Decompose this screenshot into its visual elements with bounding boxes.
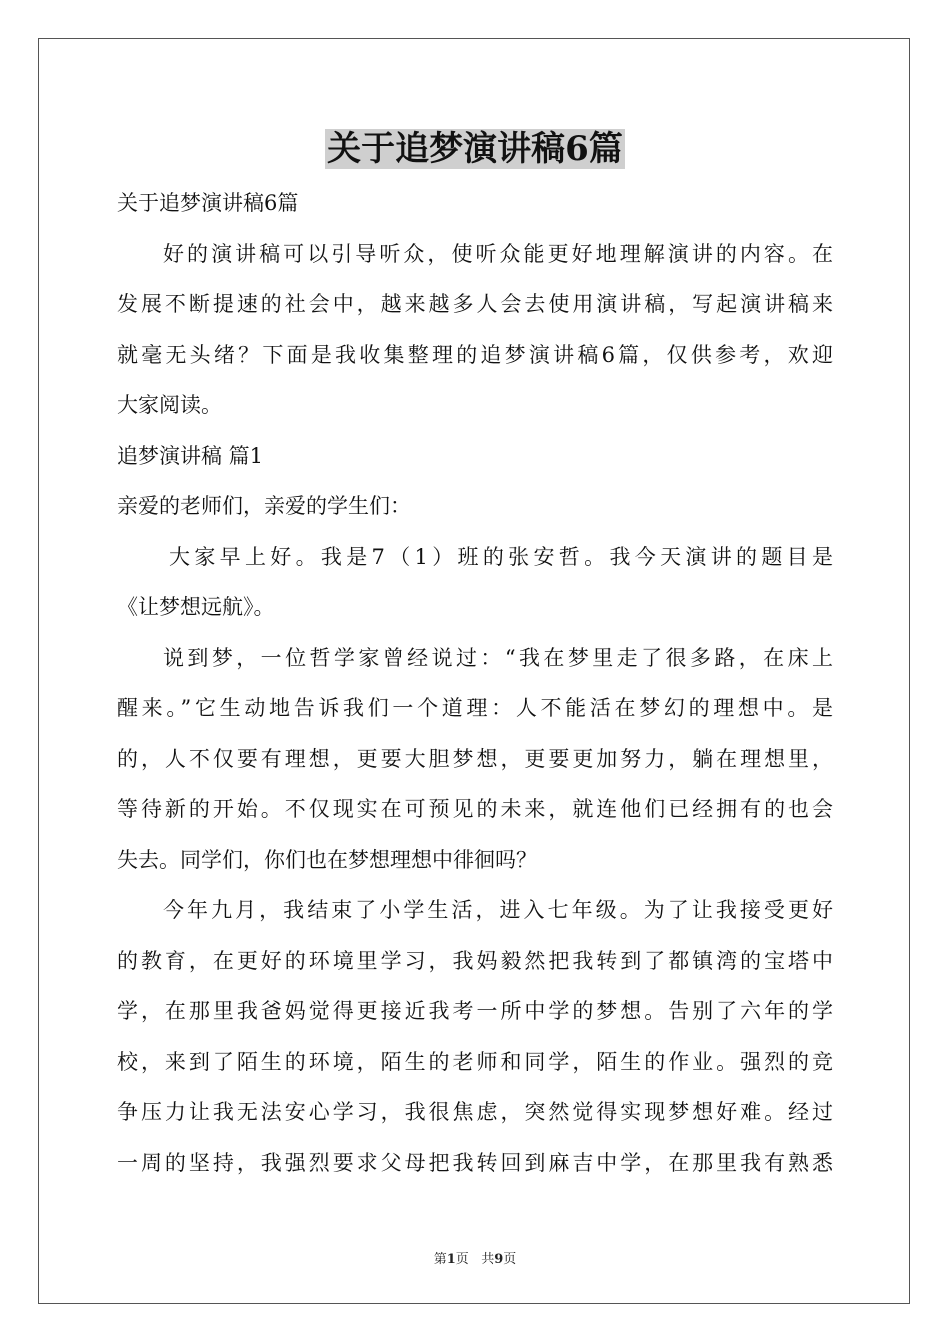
page-footer [0, 1248, 950, 1267]
body-line: 追梦演讲稿 篇1 [117, 443, 264, 468]
body-line: 关于追梦演讲稿6篇 [117, 191, 299, 215]
document-title-text: 关于追梦演讲稿6篇 [327, 129, 623, 169]
body-line: 的，人不仅要有理想，更要大胆梦想，更要更加努力，躺在理想里， [117, 746, 833, 771]
body-line: 一周的坚持，我强烈要求父母把我转回到麻吉中学，在那里我有熟悉 [117, 1150, 833, 1175]
document-body [117, 178, 833, 1188]
body-line: 醒来。”它生动地告诉我们一个道理：人不能活在梦幻的理想中。是 [117, 696, 833, 720]
page-number: 1 [446, 1252, 456, 1267]
body-line: 学，在那里我爸妈觉得更接近我考一所中学的梦想。告别了六年的学 [117, 999, 833, 1023]
page-prefix: 第 [433, 1252, 447, 1267]
body-line: 今年九月，我结束了小学生活，进入七年级。为了让我接受更好 [163, 898, 833, 922]
body-line: 大家阅读。 [117, 393, 222, 417]
body-line: 失去。同学们，你们也在梦想理想中徘徊吗？ [117, 847, 537, 872]
total-pages: 9 [494, 1252, 504, 1267]
total-prefix: 共 [481, 1252, 495, 1267]
body-line: 等待新的开始。不仅现实在可预见的未来，就连他们已经拥有的也会 [117, 797, 833, 821]
body-line: 校，来到了陌生的环境，陌生的老师和同学，陌生的作业。强烈的竞 [117, 1049, 833, 1074]
body-line: 的教育，在更好的环境里学习，我妈毅然把我转到了都镇湾的宝塔中 [117, 948, 833, 973]
body-line: 就毫无头绪？下面是我收集整理的追梦演讲稿6篇，仅供参考，欢迎 [117, 342, 833, 367]
body-line: 好的演讲稿可以引导听众，使听众能更好地理解演讲的内容。在 [163, 241, 833, 266]
body-line: 发展不断提速的社会中，越来越多人会去使用演讲稿，写起演讲稿来 [117, 292, 833, 316]
body-line: 《让梦想远航》。 [117, 595, 275, 619]
total-suffix: 页 [503, 1252, 517, 1267]
body-line: 亲爱的老师们，亲爱的学生们： [117, 494, 411, 518]
page-suffix: 页 [455, 1252, 469, 1267]
body-line: 争压力让我无法安心学习，我很焦虑，突然觉得实现梦想好难。经过 [117, 1100, 833, 1124]
body-line: 说到梦，一位哲学家曾经说过：“我在梦里走了很多路，在床上 [163, 645, 833, 670]
body-line: 大家早上好。我是7（1）班的张安哲。我今天演讲的题目是 [169, 544, 833, 569]
document-title [0, 124, 950, 174]
